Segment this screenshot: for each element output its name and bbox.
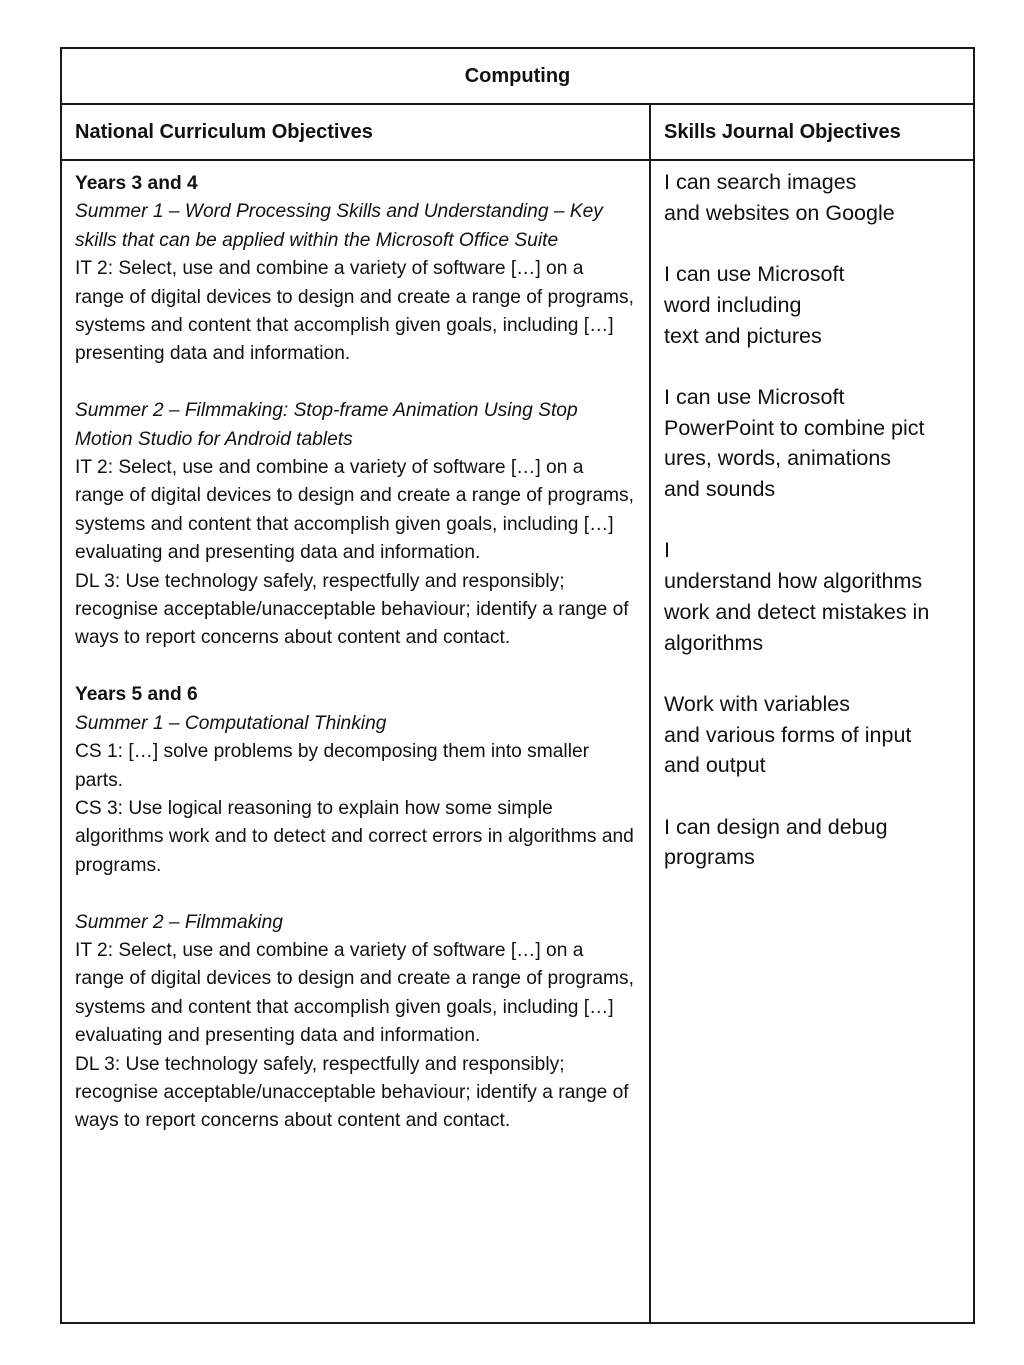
years-5-6-summer-1-cs3: CS 3: Use logical reasoning to explain how some simple algorithms work and to detect and correct errors in algorithms and programs. xyxy=(75,797,634,876)
years-5-6-summer-2-title: Summer 2 – Filmmaking xyxy=(75,911,283,933)
years-3-4-summer-1-it2: IT 2: Select, use and combine a variety of software […] on a range of digital devices to design and create a range of programs, systems and content that accomplish given goals, including […] presenting data and information. xyxy=(75,258,634,365)
years-5-6-summer-2-it2: IT 2: Select, use and combine a variety of software […] on a range of digital devices to design and create a range of programs, systems and content that accomplish given goals, including […] evaluating and presenting data and information. xyxy=(75,939,634,1047)
years-3-4-summer-2-title: Summer 2 – Filmmaking: Stop-frame Animation Using Stop Motion Studio for Android tablets xyxy=(75,400,578,450)
years-5-6-summer-2-dl3: DL 3: Use technology safely, respectfully and responsibly; recognise acceptable/unacceptable behaviour; identify a range of ways to report concerns about content and contact. xyxy=(75,1053,629,1132)
years-3-4-summer-2-dl3: DL 3: Use technology safely, respectfully and responsibly; recognise acceptable/unacceptable behaviour; identify a range of ways to report concerns about content and contact. xyxy=(75,570,629,649)
skills-item: I can use Microsoft PowerPoint to combine pict ures, words, animations and sounds xyxy=(664,384,925,501)
computing-table xyxy=(60,47,975,1324)
column-divider xyxy=(649,105,651,1322)
table-title: Computing xyxy=(62,49,973,105)
spacer xyxy=(75,369,635,397)
skills-item: I understand how algorithms work and detect mistakes in algorithms xyxy=(664,538,930,655)
header-row xyxy=(62,105,973,161)
spacer xyxy=(75,653,635,681)
spacer xyxy=(75,880,635,908)
skills-item: I can design and debug programs xyxy=(664,814,888,870)
years-3-4-heading: Years 3 and 4 xyxy=(75,173,198,194)
years-3-4-summer-2-it2: IT 2: Select, use and combine a variety of software […] on a range of digital devices to design and create a range of programs, systems and content that accomplish given goals, including […] evaluating and presenting data and information. xyxy=(75,457,634,564)
years-5-6-heading: Years 5 and 6 xyxy=(75,684,198,706)
national-curriculum-header: National Curriculum Objectives xyxy=(75,120,373,143)
skills-item: Work with variables and various forms of input and output xyxy=(664,691,912,778)
skills-journal-header: Skills Journal Objectives xyxy=(664,120,901,143)
skills-journal-cell xyxy=(664,167,969,904)
years-5-6-summer-1-title: Summer 1 – Computational Thinking xyxy=(75,712,387,734)
years-3-4-summer-1-title: Summer 1 – Word Processing Skills and Understanding – Key skills that can be applied within the Microsoft Office Suite xyxy=(75,201,603,251)
national-curriculum-cell xyxy=(75,170,635,1136)
years-5-6-summer-1-cs1: CS 1: […] solve problems by decomposing them into smaller parts. xyxy=(75,741,590,791)
skills-item: I can use Microsoft word including text and pictures xyxy=(664,262,845,348)
skills-item: I can search images and websites on Google xyxy=(664,170,895,225)
